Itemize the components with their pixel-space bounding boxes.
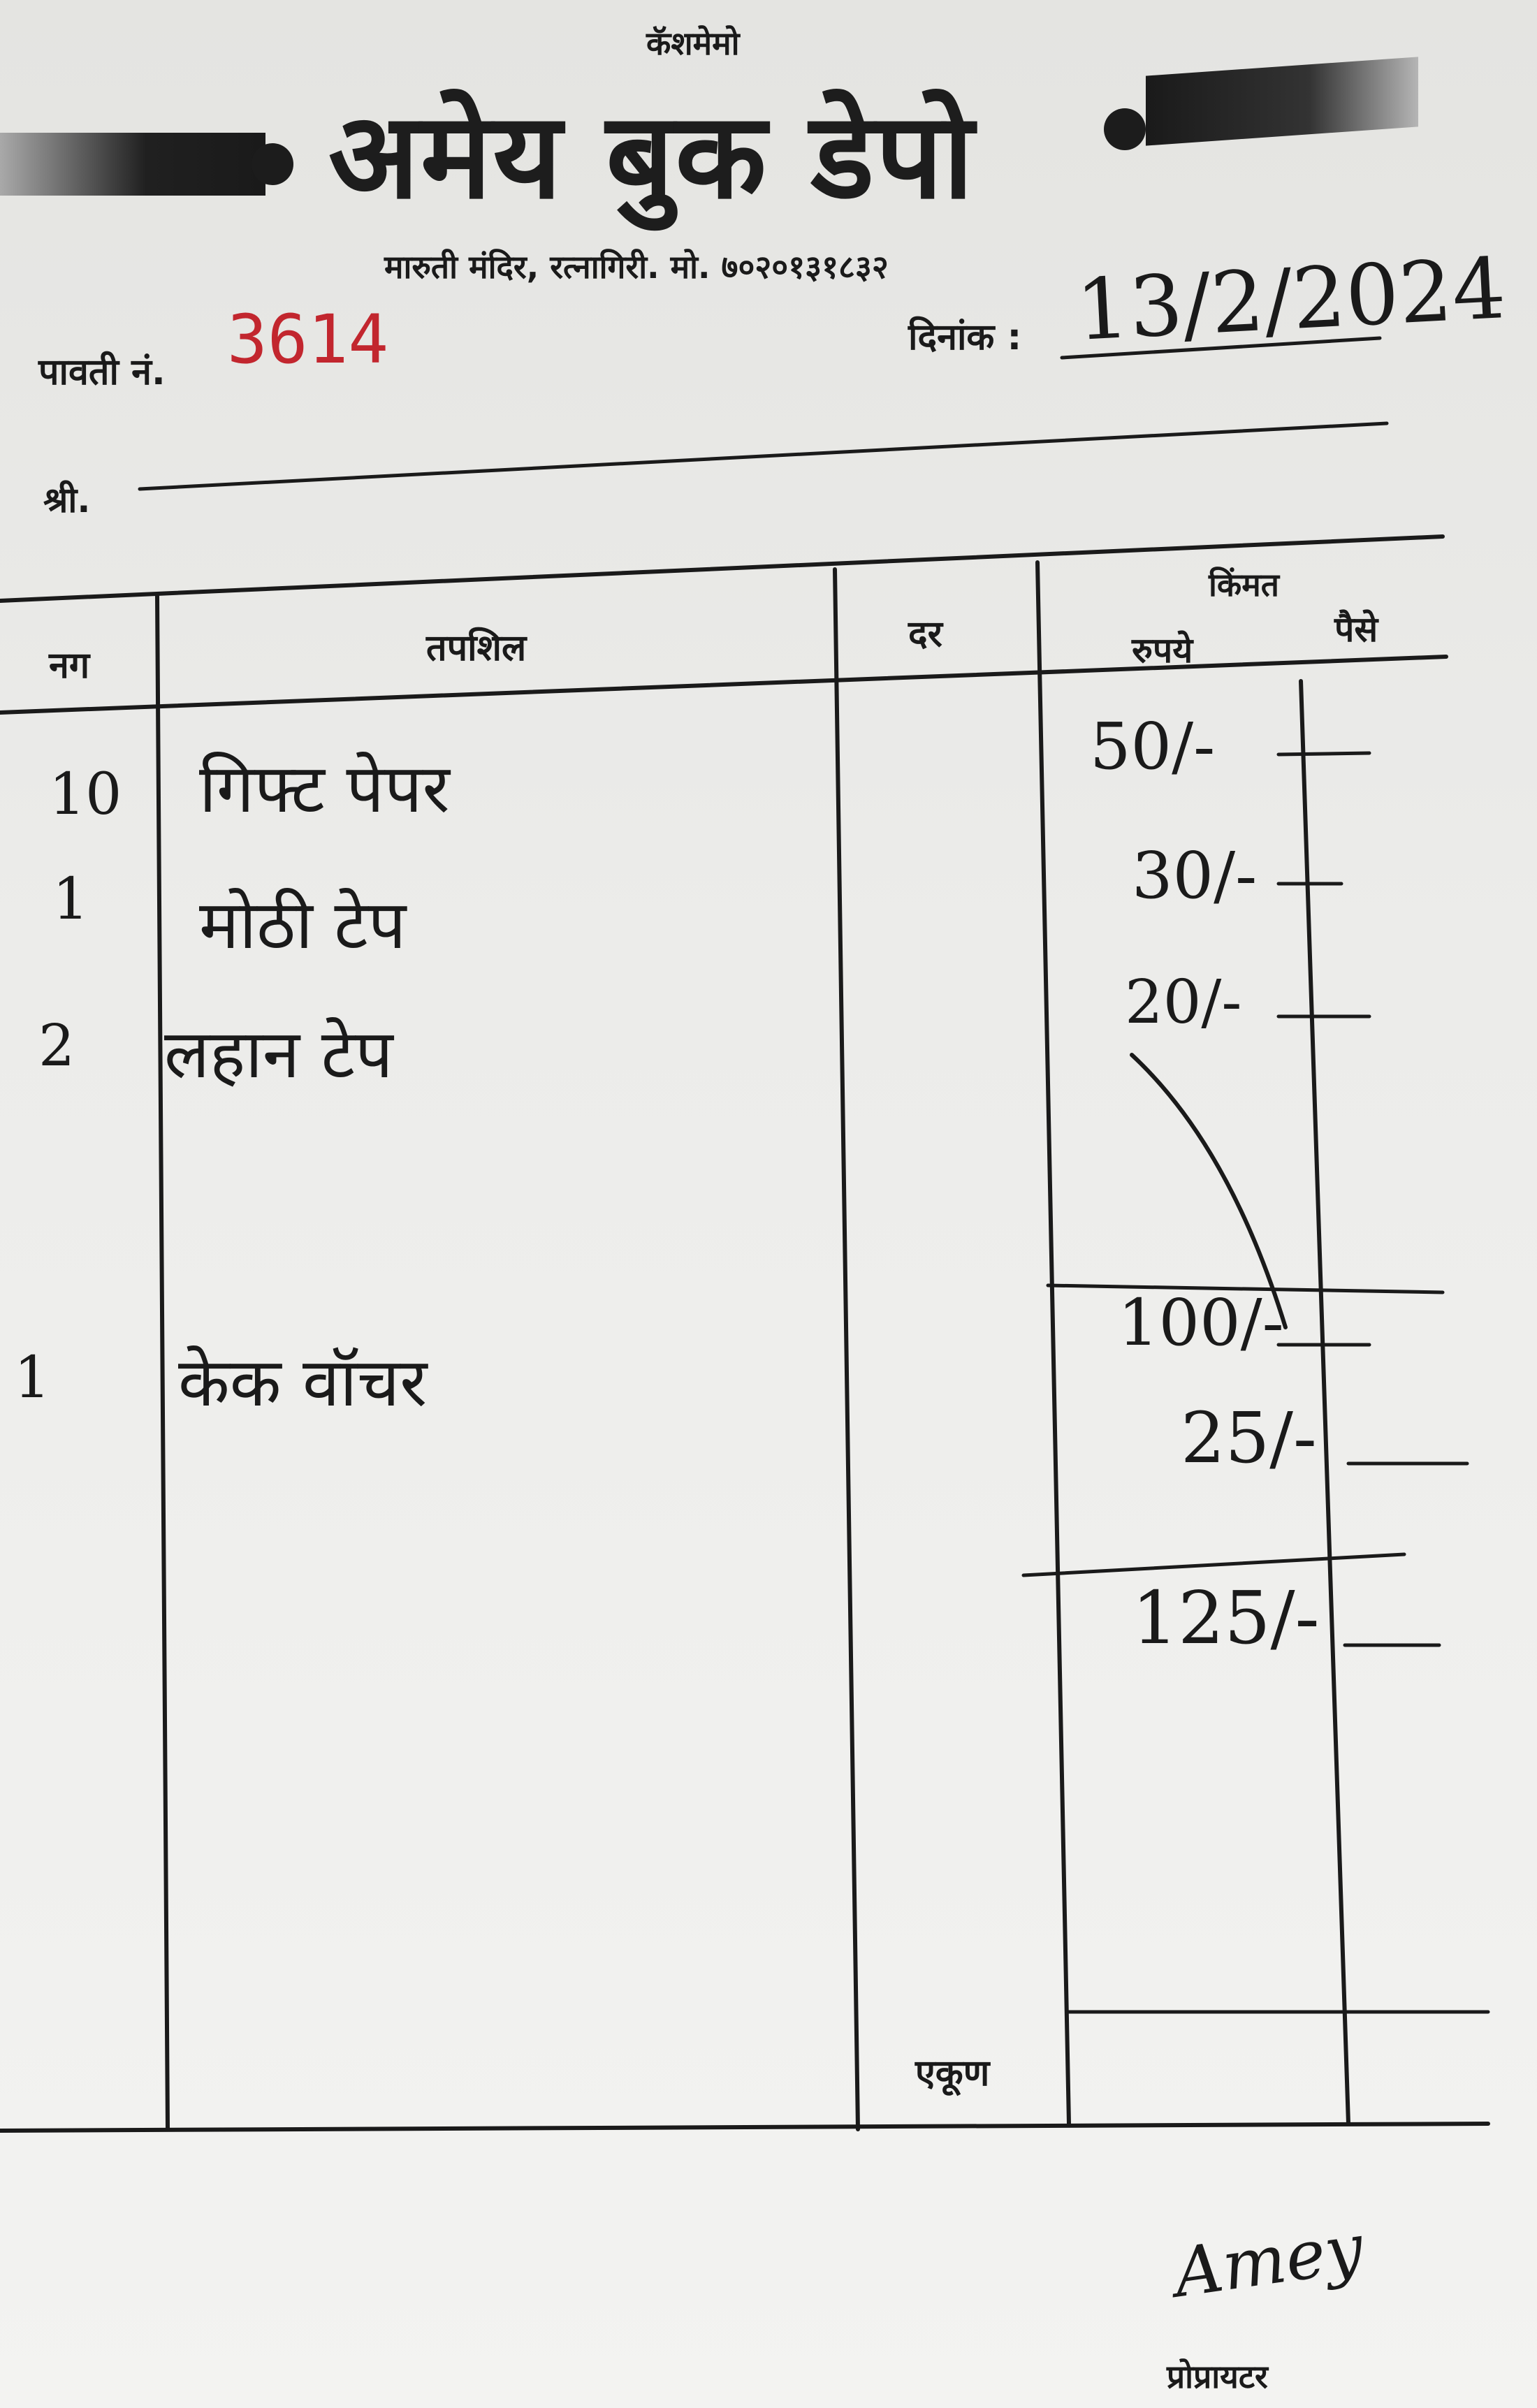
header-rupees: रुपये	[1132, 630, 1193, 671]
item-description: मोठी टेप	[199, 886, 407, 964]
memo-label: कॅशमेमो	[646, 24, 740, 62]
date-underline	[1062, 338, 1380, 358]
receipt-label: पावती नं.	[38, 351, 166, 393]
date-label: दिनांक :	[908, 316, 1022, 358]
subtotal-rupees: 100/-	[1118, 1285, 1284, 1360]
header-qty: नग	[49, 645, 90, 687]
proprietor-signature: Amey	[1169, 2208, 1368, 2313]
extra-item-qty: 1	[14, 1345, 51, 1411]
header-rate: दर	[908, 613, 942, 655]
extra-item-description: केक वॉचर	[178, 1343, 428, 1422]
date-value: 13/2/2024	[1073, 240, 1508, 360]
header-paise: पैसे	[1334, 609, 1378, 650]
item-qty: 2	[38, 1013, 75, 1079]
customer-label: श्री.	[43, 480, 91, 520]
item-rupees: 30/-	[1132, 838, 1258, 913]
proprietor-label: प्रोप्रायटर	[1167, 2358, 1268, 2395]
table-bottom-border	[0, 2124, 1488, 2131]
grand-total-line	[1024, 1554, 1404, 1575]
customer-underline	[140, 423, 1387, 489]
item-rupees: 50/-	[1090, 709, 1216, 784]
item-description: गिफ्ट पेपर	[199, 750, 450, 828]
total-label: एकूण	[915, 2052, 990, 2094]
header-description: तपशिल	[426, 627, 527, 669]
receipt-number: 3614	[227, 300, 389, 379]
header-bottom-line	[0, 657, 1446, 713]
item-description: लहान टेप	[164, 1015, 393, 1093]
shop-name: अमेय बुक डेपो	[328, 86, 975, 226]
header-price: किंमत	[1209, 566, 1279, 604]
paise-dash	[1279, 753, 1369, 754]
column-line-description	[835, 569, 858, 2129]
item-rupees: 20/-	[1125, 968, 1242, 1037]
extra-item-rupees: 25/-	[1181, 1397, 1317, 1479]
item-qty: 1	[52, 866, 89, 933]
item-qty: 10	[49, 761, 122, 828]
grand-total-rupees: 125/-	[1132, 1575, 1320, 1661]
column-line-rate	[1037, 562, 1069, 2124]
shop-address: मारुती मंदिर, रत्नागिरी. मो. ७०२०१३१८३२	[384, 248, 889, 286]
column-line-qty	[157, 595, 168, 2129]
